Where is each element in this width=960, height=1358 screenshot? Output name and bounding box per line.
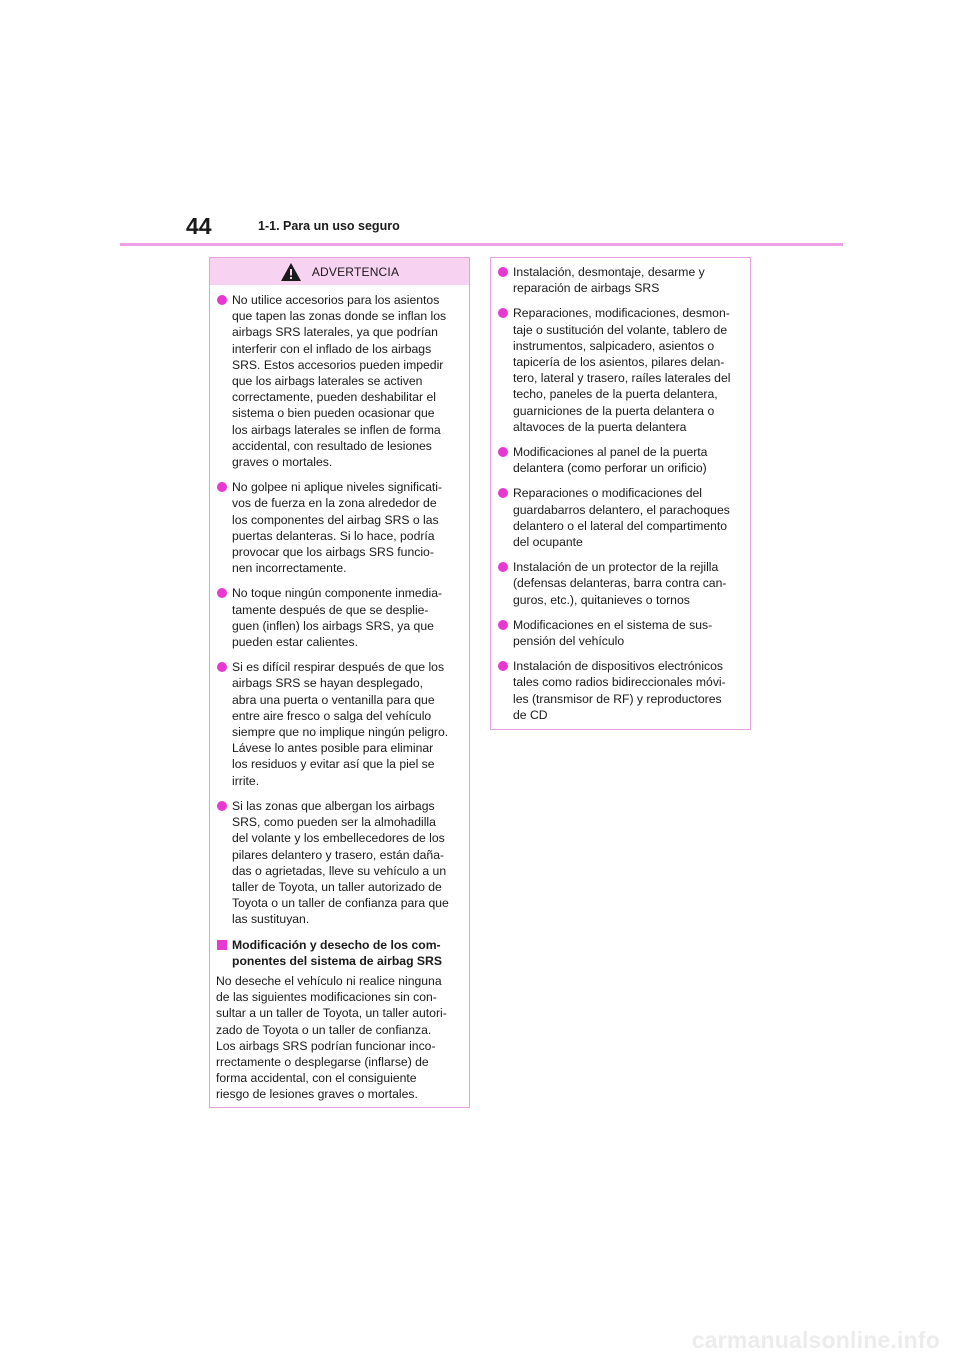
bullet-dot-icon	[498, 562, 508, 572]
modification-item-text: Modificaciones al panel de la puerta delantera (como perforar un orificio)	[513, 445, 708, 476]
modification-list-item	[497, 559, 744, 608]
subsection-heading-text: Modificación y desecho de los com- ponentes del sistema de airbag SRS	[232, 937, 442, 968]
bullet-dot-icon	[217, 482, 227, 492]
modification-item-text: Modificaciones en el sistema de sus- pensión del vehículo	[513, 617, 713, 649]
warning-box-left	[209, 257, 470, 1108]
page-number: 44	[186, 213, 212, 239]
warning-label: ADVERTENCIA	[311, 264, 400, 279]
warning-box-header	[210, 258, 469, 285]
modification-item-text: Instalación, desmontaje, desarme y reparación de airbags SRS	[513, 265, 705, 296]
warning-item-text: No toque ningún componente inmedia- tamente después de que se desplie- guen (inflen) los airbags SRS, ya que pueden estar calientes.	[232, 586, 443, 650]
bullet-dot-icon	[217, 801, 227, 811]
subsection-heading	[216, 937, 463, 969]
warning-list-item	[216, 798, 463, 928]
modification-list-item	[497, 264, 744, 296]
modification-item-text: Reparaciones o modificaciones del guardabarros delantero, el parachoques delantero o el lateral del compartimento del ocupante	[513, 486, 730, 550]
warning-box-body	[210, 285, 469, 1103]
bullet-dot-icon	[217, 295, 227, 305]
modification-list-item	[497, 485, 744, 550]
bullet-dot-icon	[498, 447, 508, 457]
warning-list-item	[216, 659, 463, 789]
square-bullet-icon	[217, 940, 227, 950]
modification-list-item	[497, 444, 744, 476]
bullet-dot-icon	[217, 662, 227, 672]
modification-list-item	[497, 617, 744, 649]
warning-item-text: Si es difícil respirar después de que los airbags SRS se hayan desplegado, abra una puerta o ventanilla para que entre aire fresco o salga del vehículo siempre que no implique ningún peligro. Lávese lo antes posible para eliminar los residuos y evitar así que la piel se irrite.	[232, 660, 449, 788]
section-title: 1-1. Para un uso seguro	[258, 219, 400, 233]
bullet-dot-icon	[498, 308, 508, 318]
header-divider	[120, 243, 843, 246]
warning-triangle-icon	[280, 262, 302, 282]
bullet-dot-icon	[498, 620, 508, 630]
warning-item-text: No utilice accesorios para los asientos que tapen las zonas donde se inflan los airbags SRS laterales, ya que podrían interferir con el inflado de los airbags SRS. Estos accesorios pueden impedir que los airbags laterales se activen correctamente, pueden deshabilitar el sistema o bien pueden ocasionar que los airbags laterales se inflen de forma accidental, con resultado de lesiones graves o mortales.	[232, 293, 447, 470]
warning-list-item	[216, 292, 463, 470]
modification-item-text: Reparaciones, modificaciones, desmon- taje o sustitución del volante, tablero de instrumentos, salpicadero, asientos o tapicería de los asientos, pilares delan- tero, lateral y trasero, raíles laterales del techo, paneles de la puerta delantera, guarniciones de la puerta delantera o altavoces de la puerta delantera	[513, 306, 731, 434]
modification-list-item	[497, 658, 744, 723]
bullet-dot-icon	[498, 661, 508, 671]
subsection-paragraph: No deseche el vehículo ni realice ninguna de las siguientes modificaciones sin con- sultar a un taller de Toyota, un taller autori- zado de Toyota o un taller de confianza. Los airbags SRS podrían funcionar inco- rrectamente o desplegarse (inflarse) de forma accidental, con el consiguiente riesgo de lesiones graves o mortales.	[216, 973, 447, 1102]
modification-item-text: Instalación de un protector de la rejilla (defensas delanteras, barra contra can- guros, etc.), quitanieves o tornos	[513, 560, 727, 607]
bullet-dot-icon	[498, 267, 508, 277]
site-watermark: carmanualsonline.info	[691, 1327, 940, 1353]
warning-item-text: No golpee ni aplique niveles significati- vos de fuerza en la zona alrededor de los componentes del airbag SRS o las puertas delanteras. Si lo hace, podría provocar que los airbags SRS funcio- nen incorrectamente.	[232, 480, 443, 576]
warning-box-continuation-body	[491, 258, 750, 723]
bullet-dot-icon	[498, 488, 508, 498]
warning-list-item	[216, 585, 463, 650]
modification-item-text: Instalación de dispositivos electrónicos tales como radios bidireccionales móvi- les (transmisor de RF) y reproductores de CD	[513, 659, 726, 722]
modification-list-item	[497, 305, 744, 435]
bullet-dot-icon	[217, 588, 227, 598]
warning-list-item	[216, 479, 463, 576]
warning-item-text: Si las zonas que albergan los airbags SRS, como pueden ser la almohadilla del volante y los embellecedores de los pilares delantero y trasero, están daña- das o agrietadas, lleve su vehículo a un taller de Toyota, un taller autorizado de Toyota o un taller de confianza para que las sustituyan.	[232, 798, 449, 927]
warning-box-right	[490, 257, 751, 730]
